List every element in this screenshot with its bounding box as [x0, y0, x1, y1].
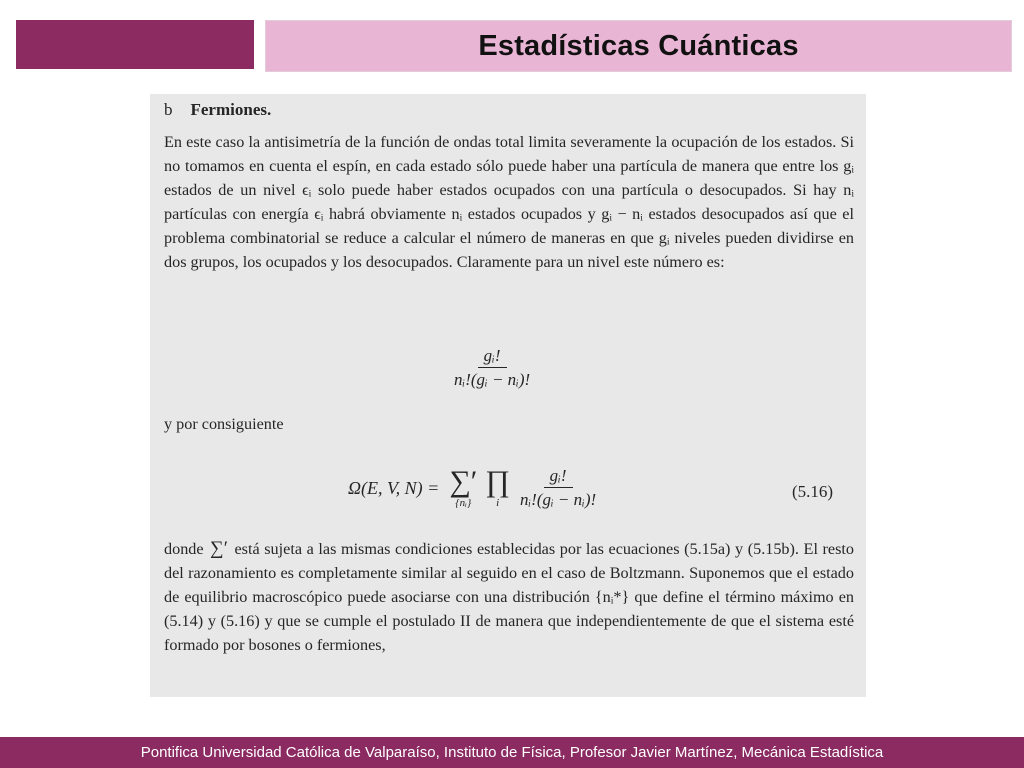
equation-denominator: nᵢ!(gᵢ − nᵢ)! — [519, 490, 597, 509]
sum-operator — [449, 467, 477, 509]
fraction-combinations — [448, 346, 536, 390]
section-heading — [164, 100, 271, 120]
sum-symbol: ∑′ — [449, 465, 478, 498]
paragraph-start: donde — [164, 540, 204, 558]
paragraph-rest: está sujeta a las mismas condiciones establecidas por las ecuaciones (5.15a) y (5.15b). El resto del razonamiento es completamente similar al seguido en el caso de Boltzmann. Suponemos que el estado de equilibrio macroscópico puede asociarse con una distribución {nᵢ*} que define el término máximo en (5.14) y (5.16) y que se cumple el postulado II de manera que independientemente de que el sistema esté formado por bosones o fermiones, — [164, 540, 855, 655]
paragraph-conditions — [164, 537, 854, 657]
slide-title: Estadísticas Cuánticas — [478, 29, 799, 62]
fraction-numerator: gᵢ! — [478, 346, 507, 368]
equation-lhs: Ω(E, V, N) = — [348, 477, 440, 498]
paragraph-consequently: y por consiguiente — [164, 415, 284, 433]
equation-fraction — [514, 466, 602, 510]
paragraph-fermions-intro: En este caso la antisimetría de la función de ondas total limita severamente la ocupación de los estados. Si no tomamos en cuenta el espín, en cada estado sólo puede haber una partícula de manera que entre los gᵢ estados de un nivel ϵᵢ solo puede haber estados ocupados con una partícula o desocupados. Si hay nᵢ partículas con energía ϵᵢ habrá obviamente nᵢ estados ocupados y gᵢ − nᵢ estados desocupados así que el problema combinatorial se reduce a calcular el número de maneras en que gᵢ niveles pueden dividirse en dos grupos, los ocupados y los desocupados. Claramente para un nivel este número es: — [164, 133, 854, 272]
section-title: Fermiones. — [190, 100, 272, 119]
footer-text: Pontifica Universidad Católica de Valparaíso, Instituto de Física, Profesor Javier Martínez, Mecánica Estadística — [140, 744, 884, 761]
product-operator — [485, 467, 510, 509]
inline-sum-symbol: ∑′ — [210, 538, 228, 559]
equation-numerator: gᵢ! — [544, 466, 573, 488]
header-accent-block — [16, 20, 254, 69]
sum-subscript: {nᵢ} — [455, 497, 472, 509]
scanned-text-image — [150, 94, 866, 697]
product-symbol: ∏ — [485, 465, 510, 498]
equation-number: (5.16) — [792, 482, 834, 501]
footer-bar — [0, 737, 1024, 768]
equation-omega — [348, 466, 602, 510]
title-bar — [265, 20, 1012, 72]
product-subscript: i — [496, 497, 500, 509]
section-label: b — [164, 100, 173, 119]
fraction-denominator: nᵢ!(gᵢ − nᵢ)! — [454, 370, 531, 389]
